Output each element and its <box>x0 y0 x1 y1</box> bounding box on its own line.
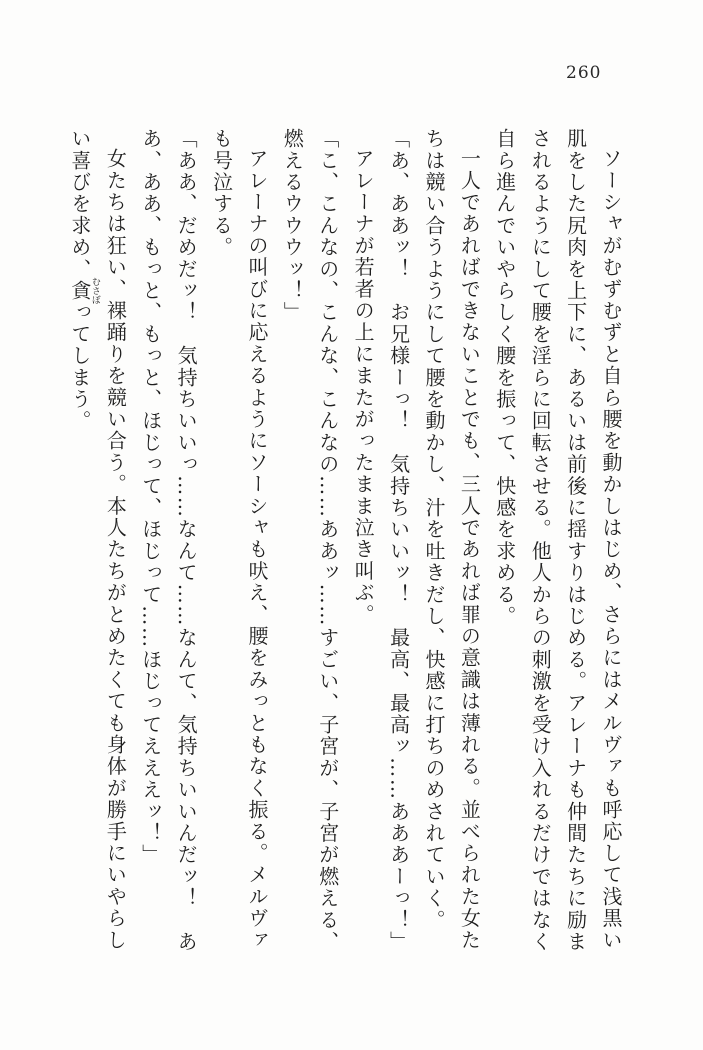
ruby-annotated-word: 貪むさぼ <box>67 277 100 305</box>
page-number: 260 <box>566 63 602 83</box>
paragraph: 「こ、こんなの、こんな、こんなの……ああッ……すごい、子宮が、子宮が燃える、燃えるウウウッ！」 <box>280 128 340 953</box>
paragraph: 「ああ、だめだッ！ 気持ちいいっ……なんて……なんて、気持ちいいんだッ！ ああ、ああ、もっと、もっと、ほじって、ほじって……ほじってえええッ！」 <box>138 128 199 953</box>
paragraph: アレーナが若者の上にまたがったまま泣き叫ぶ。 <box>351 148 376 626</box>
paragraph: 「あ、ああッ！ お兄様ーっ！ 気持ちいいッ！ 最高、最高ッ……あああーっ！」 <box>386 128 411 953</box>
text-columns <box>58 128 628 958</box>
paragraph: アレーナの叫びに応えるようにソーシャも吠え、腰をみっともなく振る。メルヴァも号泣する。 <box>209 128 269 951</box>
paragraph: 女たちは狂い、裸踊りを競い合う。本人たちがとめたくても身体が勝手にいやらしい喜びを求め、貪むさぼってしまう。 <box>67 128 128 951</box>
paragraph: ソーシャがむずむずと自ら腰を動かしはじめ、さらにはメルヴァも呼応して浅黒い肌をした尻肉を上下に、あるいは前後に揺すりはじめる。アレーナも仲間たちに励まされるようにして腰を淫らに回転させる。他人からの刺激を受け入れるだけではなく自ら進んでいやらしく腰を振って、快感を求める。 <box>492 128 623 953</box>
paragraph: 一人であればできないことでも、三人であれば罪の意識は薄れる。並べられた女たちは競い合うようにして腰を動かし、汁を吐きだし、快感に打ちのめされていく。 <box>421 128 482 951</box>
